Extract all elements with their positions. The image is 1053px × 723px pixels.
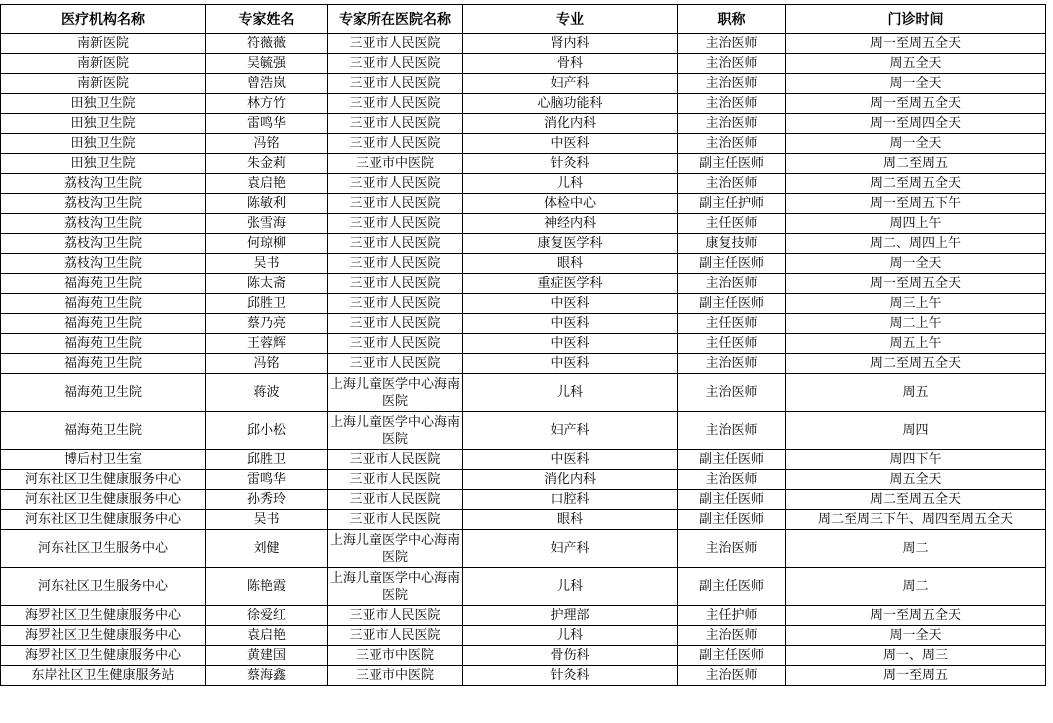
- cell-clinic-time: 周二至周五全天: [786, 490, 1046, 510]
- cell-specialty: 中医科: [463, 334, 678, 354]
- cell-specialty: 康复医学科: [463, 234, 678, 254]
- cell-clinic-time: 周五: [786, 374, 1046, 412]
- cell-expert-name: 徐爱红: [206, 606, 328, 626]
- cell-title: 主治医师: [678, 94, 786, 114]
- cell-institution: 田独卫生院: [1, 114, 206, 134]
- cell-institution: 田独卫生院: [1, 134, 206, 154]
- cell-title: 副主任医师: [678, 568, 786, 606]
- table-row: [1, 568, 1046, 606]
- header-specialty: 专业: [463, 5, 678, 34]
- cell-clinic-time: 周二至周五全天: [786, 174, 1046, 194]
- cell-expert-hospital: 三亚市人民医院: [328, 214, 463, 234]
- cell-title: 主治医师: [678, 412, 786, 450]
- cell-expert-hospital: 上海儿童医学中心海南医院: [328, 568, 463, 606]
- cell-expert-hospital: 三亚市人民医院: [328, 294, 463, 314]
- table-row: [1, 54, 1046, 74]
- cell-title: 主治医师: [678, 54, 786, 74]
- cell-expert-name: 邱胜卫: [206, 450, 328, 470]
- cell-institution: 海罗社区卫生健康服务中心: [1, 646, 206, 666]
- cell-specialty: 护理部: [463, 606, 678, 626]
- header-title: 职称: [678, 5, 786, 34]
- table-row: [1, 354, 1046, 374]
- cell-title: 副主任医师: [678, 450, 786, 470]
- cell-title: 副主任医师: [678, 254, 786, 274]
- cell-title: 主治医师: [678, 134, 786, 154]
- table-row: [1, 666, 1046, 686]
- cell-expert-hospital: 三亚市人民医院: [328, 354, 463, 374]
- cell-clinic-time: 周一全天: [786, 254, 1046, 274]
- cell-expert-name: 雷鸣华: [206, 470, 328, 490]
- header-row: [1, 5, 1046, 34]
- cell-clinic-time: 周一全天: [786, 626, 1046, 646]
- cell-title: 副主任医师: [678, 646, 786, 666]
- cell-title: 主治医师: [678, 530, 786, 568]
- cell-institution: 河东社区卫生健康服务中心: [1, 470, 206, 490]
- cell-clinic-time: 周二: [786, 530, 1046, 568]
- cell-institution: 荔枝沟卫生院: [1, 234, 206, 254]
- cell-specialty: 眼科: [463, 254, 678, 274]
- table-row: [1, 530, 1046, 568]
- cell-expert-hospital: 三亚市人民医院: [328, 134, 463, 154]
- cell-institution: 田独卫生院: [1, 154, 206, 174]
- cell-expert-hospital: 三亚市人民医院: [328, 274, 463, 294]
- cell-expert-hospital: 三亚市人民医院: [328, 34, 463, 54]
- cell-expert-name: 陈艳霞: [206, 568, 328, 606]
- cell-expert-hospital: 上海儿童医学中心海南医院: [328, 374, 463, 412]
- cell-title: 主治医师: [678, 626, 786, 646]
- cell-specialty: 中医科: [463, 354, 678, 374]
- table-row: [1, 412, 1046, 450]
- cell-specialty: 中医科: [463, 450, 678, 470]
- cell-clinic-time: 周二、周四上午: [786, 234, 1046, 254]
- cell-expert-name: 袁启艳: [206, 626, 328, 646]
- table-row: [1, 646, 1046, 666]
- cell-expert-name: 邱胜卫: [206, 294, 328, 314]
- cell-expert-name: 陈敏利: [206, 194, 328, 214]
- cell-clinic-time: 周一至周五全天: [786, 94, 1046, 114]
- cell-specialty: 消化内科: [463, 114, 678, 134]
- cell-expert-name: 吴书: [206, 254, 328, 274]
- cell-clinic-time: 周三上午: [786, 294, 1046, 314]
- cell-expert-name: 冯铭: [206, 354, 328, 374]
- cell-expert-name: 张雪海: [206, 214, 328, 234]
- table-row: [1, 470, 1046, 490]
- cell-expert-name: 王蓉辉: [206, 334, 328, 354]
- cell-institution: 荔枝沟卫生院: [1, 254, 206, 274]
- cell-title: 副主任医师: [678, 154, 786, 174]
- cell-institution: 河东社区卫生健康服务中心: [1, 490, 206, 510]
- cell-title: 康复技师: [678, 234, 786, 254]
- cell-specialty: 骨伤科: [463, 646, 678, 666]
- table-row: [1, 490, 1046, 510]
- cell-specialty: 中医科: [463, 314, 678, 334]
- cell-expert-hospital: 三亚市人民医院: [328, 94, 463, 114]
- table-row: [1, 294, 1046, 314]
- cell-expert-hospital: 三亚市人民医院: [328, 334, 463, 354]
- table-body: [1, 34, 1046, 686]
- cell-clinic-time: 周一全天: [786, 134, 1046, 154]
- table-row: [1, 214, 1046, 234]
- cell-title: 主治医师: [678, 666, 786, 686]
- cell-expert-hospital: 三亚市人民医院: [328, 490, 463, 510]
- table-row: [1, 334, 1046, 354]
- cell-specialty: 儿科: [463, 568, 678, 606]
- table-row: [1, 34, 1046, 54]
- expert-schedule-table: [0, 4, 1046, 686]
- cell-clinic-time: 周二至周五: [786, 154, 1046, 174]
- cell-expert-name: 邱小松: [206, 412, 328, 450]
- cell-clinic-time: 周一至周四全天: [786, 114, 1046, 134]
- cell-expert-name: 蔡海鑫: [206, 666, 328, 686]
- table-row: [1, 114, 1046, 134]
- cell-expert-name: 刘健: [206, 530, 328, 568]
- table-row: [1, 134, 1046, 154]
- cell-expert-hospital: 三亚市中医院: [328, 666, 463, 686]
- cell-expert-name: 黄建国: [206, 646, 328, 666]
- table-row: [1, 626, 1046, 646]
- cell-institution: 海罗社区卫生健康服务中心: [1, 626, 206, 646]
- cell-institution: 荔枝沟卫生院: [1, 194, 206, 214]
- cell-institution: 荔枝沟卫生院: [1, 174, 206, 194]
- cell-clinic-time: 周一至周五: [786, 666, 1046, 686]
- cell-expert-hospital: 三亚市人民医院: [328, 174, 463, 194]
- cell-specialty: 妇产科: [463, 412, 678, 450]
- cell-institution: 福海苑卫生院: [1, 294, 206, 314]
- cell-expert-hospital: 三亚市人民医院: [328, 114, 463, 134]
- cell-title: 主治医师: [678, 174, 786, 194]
- cell-clinic-time: 周二上午: [786, 314, 1046, 334]
- cell-title: 主任护师: [678, 606, 786, 626]
- cell-expert-name: 冯铭: [206, 134, 328, 154]
- cell-specialty: 消化内科: [463, 470, 678, 490]
- header-institution: 医疗机构名称: [1, 5, 206, 34]
- table-row: [1, 94, 1046, 114]
- cell-institution: 东岸社区卫生健康服务站: [1, 666, 206, 686]
- cell-expert-hospital: 三亚市人民医院: [328, 510, 463, 530]
- cell-expert-name: 蔡乃亮: [206, 314, 328, 334]
- cell-expert-name: 蒋波: [206, 374, 328, 412]
- table-row: [1, 274, 1046, 294]
- cell-institution: 福海苑卫生院: [1, 374, 206, 412]
- table-row: [1, 450, 1046, 470]
- cell-specialty: 儿科: [463, 174, 678, 194]
- cell-clinic-time: 周一至周五下午: [786, 194, 1046, 214]
- table-row: [1, 314, 1046, 334]
- cell-clinic-time: 周五全天: [786, 470, 1046, 490]
- cell-institution: 博后村卫生室: [1, 450, 206, 470]
- cell-specialty: 眼科: [463, 510, 678, 530]
- cell-specialty: 针灸科: [463, 666, 678, 686]
- cell-title: 主任医师: [678, 334, 786, 354]
- cell-title: 主治医师: [678, 470, 786, 490]
- cell-clinic-time: 周一至周五全天: [786, 274, 1046, 294]
- cell-specialty: 重症医学科: [463, 274, 678, 294]
- cell-title: 副主任护师: [678, 194, 786, 214]
- cell-expert-hospital: 上海儿童医学中心海南医院: [328, 412, 463, 450]
- cell-specialty: 骨科: [463, 54, 678, 74]
- cell-specialty: 妇产科: [463, 74, 678, 94]
- cell-clinic-time: 周五上午: [786, 334, 1046, 354]
- header-clinic-time: 门诊时间: [786, 5, 1046, 34]
- cell-institution: 南新医院: [1, 34, 206, 54]
- cell-specialty: 针灸科: [463, 154, 678, 174]
- cell-expert-name: 朱金莉: [206, 154, 328, 174]
- cell-clinic-time: 周四下午: [786, 450, 1046, 470]
- cell-specialty: 体检中心: [463, 194, 678, 214]
- cell-expert-name: 吴书: [206, 510, 328, 530]
- cell-expert-name: 孙秀玲: [206, 490, 328, 510]
- cell-title: 主任医师: [678, 214, 786, 234]
- cell-institution: 河东社区卫生服务中心: [1, 568, 206, 606]
- cell-specialty: 肾内科: [463, 34, 678, 54]
- table-row: [1, 194, 1046, 214]
- cell-specialty: 中医科: [463, 294, 678, 314]
- table-row: [1, 510, 1046, 530]
- cell-institution: 福海苑卫生院: [1, 412, 206, 450]
- cell-expert-hospital: 三亚市人民医院: [328, 194, 463, 214]
- header-expert-name: 专家姓名: [206, 5, 328, 34]
- cell-expert-hospital: 三亚市人民医院: [328, 626, 463, 646]
- cell-title: 主治医师: [678, 74, 786, 94]
- cell-expert-hospital: 三亚市人民医院: [328, 254, 463, 274]
- cell-expert-hospital: 三亚市人民医院: [328, 470, 463, 490]
- cell-institution: 南新医院: [1, 74, 206, 94]
- cell-clinic-time: 周一全天: [786, 74, 1046, 94]
- cell-clinic-time: 周二: [786, 568, 1046, 606]
- table-row: [1, 154, 1046, 174]
- cell-expert-name: 何琼柳: [206, 234, 328, 254]
- cell-specialty: 妇产科: [463, 530, 678, 568]
- cell-expert-hospital: 上海儿童医学中心海南医院: [328, 530, 463, 568]
- cell-expert-name: 袁启艳: [206, 174, 328, 194]
- cell-expert-hospital: 三亚市人民医院: [328, 234, 463, 254]
- table-row: [1, 254, 1046, 274]
- cell-expert-name: 吴毓强: [206, 54, 328, 74]
- table-row: [1, 374, 1046, 412]
- cell-expert-hospital: 三亚市人民医院: [328, 606, 463, 626]
- cell-expert-hospital: 三亚市人民医院: [328, 450, 463, 470]
- cell-title: 副主任医师: [678, 510, 786, 530]
- cell-title: 主治医师: [678, 374, 786, 412]
- cell-specialty: 神经内科: [463, 214, 678, 234]
- cell-expert-name: 符薇薇: [206, 34, 328, 54]
- cell-expert-hospital: 三亚市中医院: [328, 154, 463, 174]
- cell-clinic-time: 周一、周三: [786, 646, 1046, 666]
- cell-institution: 田独卫生院: [1, 94, 206, 114]
- cell-specialty: 中医科: [463, 134, 678, 154]
- table-row: [1, 606, 1046, 626]
- table-row: [1, 174, 1046, 194]
- cell-expert-hospital: 三亚市中医院: [328, 646, 463, 666]
- cell-clinic-time: 周一至周五全天: [786, 606, 1046, 626]
- cell-institution: 福海苑卫生院: [1, 274, 206, 294]
- cell-title: 主治医师: [678, 114, 786, 134]
- table-row: [1, 74, 1046, 94]
- cell-clinic-time: 周五全天: [786, 54, 1046, 74]
- cell-institution: 福海苑卫生院: [1, 314, 206, 334]
- cell-expert-name: 林方竹: [206, 94, 328, 114]
- cell-expert-name: 雷鸣华: [206, 114, 328, 134]
- cell-institution: 南新医院: [1, 54, 206, 74]
- cell-specialty: 儿科: [463, 374, 678, 412]
- cell-title: 主任医师: [678, 314, 786, 334]
- cell-title: 主治医师: [678, 34, 786, 54]
- cell-title: 主治医师: [678, 354, 786, 374]
- cell-specialty: 心脑功能科: [463, 94, 678, 114]
- cell-expert-name: 曾浩岚: [206, 74, 328, 94]
- cell-clinic-time: 周二至周五全天: [786, 354, 1046, 374]
- cell-expert-hospital: 三亚市人民医院: [328, 74, 463, 94]
- cell-institution: 河东社区卫生服务中心: [1, 530, 206, 568]
- table-row: [1, 234, 1046, 254]
- cell-title: 副主任医师: [678, 490, 786, 510]
- cell-institution: 福海苑卫生院: [1, 334, 206, 354]
- cell-clinic-time: 周二至周三下午、周四至周五全天: [786, 510, 1046, 530]
- cell-institution: 福海苑卫生院: [1, 354, 206, 374]
- cell-clinic-time: 周四上午: [786, 214, 1046, 234]
- cell-clinic-time: 周一至周五全天: [786, 34, 1046, 54]
- cell-specialty: 儿科: [463, 626, 678, 646]
- cell-expert-name: 陈太斋: [206, 274, 328, 294]
- cell-title: 主治医师: [678, 274, 786, 294]
- cell-expert-hospital: 三亚市人民医院: [328, 314, 463, 334]
- header-expert-hospital: 专家所在医院名称: [328, 5, 463, 34]
- cell-specialty: 口腔科: [463, 490, 678, 510]
- cell-title: 副主任医师: [678, 294, 786, 314]
- cell-institution: 河东社区卫生健康服务中心: [1, 510, 206, 530]
- cell-institution: 荔枝沟卫生院: [1, 214, 206, 234]
- cell-institution: 海罗社区卫生健康服务中心: [1, 606, 206, 626]
- cell-expert-hospital: 三亚市人民医院: [328, 54, 463, 74]
- cell-clinic-time: 周四: [786, 412, 1046, 450]
